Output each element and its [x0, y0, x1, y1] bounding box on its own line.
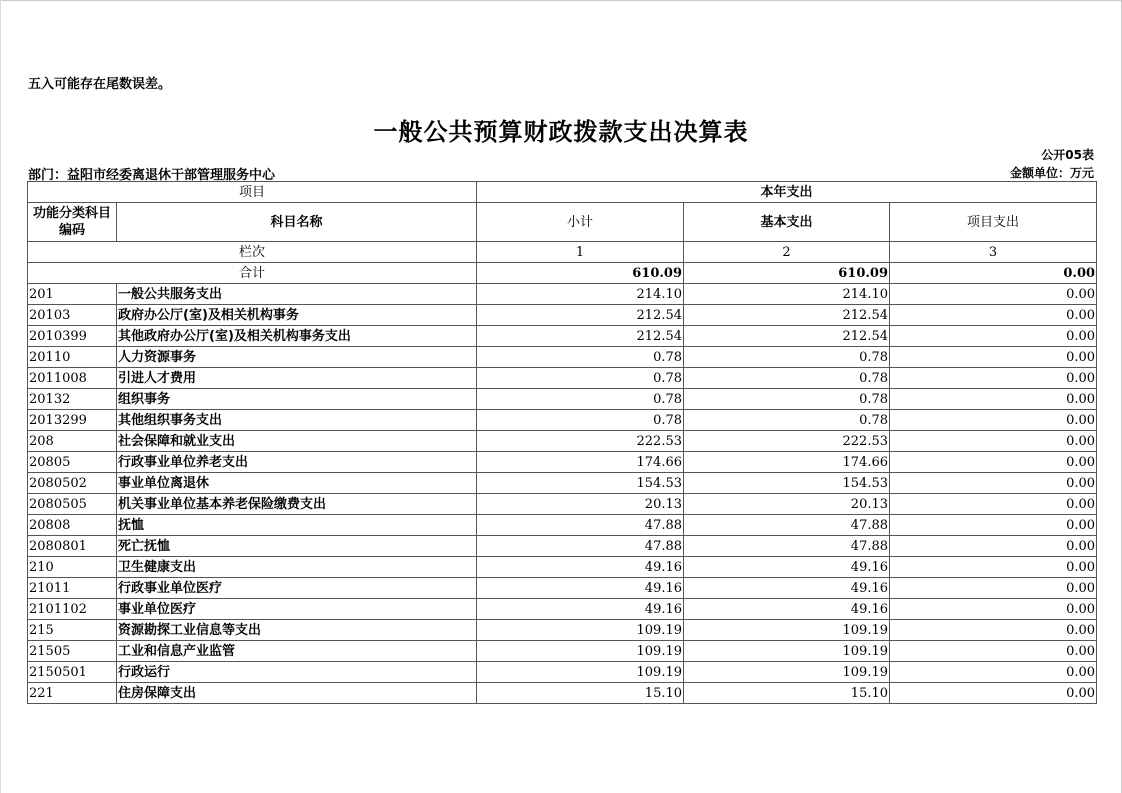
row-basic: 49.16 — [684, 599, 890, 620]
row-project: 0.00 — [890, 326, 1097, 347]
row-project: 0.00 — [890, 536, 1097, 557]
row-name: 事业单位医疗 — [117, 599, 477, 620]
table-row — [28, 284, 1097, 305]
table-row — [28, 473, 1097, 494]
row-subtotal: 212.54 — [477, 305, 684, 326]
row-subtotal: 109.19 — [477, 662, 684, 683]
row-code: 2011008 — [28, 368, 117, 389]
row-subtotal: 20.13 — [477, 494, 684, 515]
table-row — [28, 683, 1097, 704]
table-row — [28, 620, 1097, 641]
row-code: 215 — [28, 620, 117, 641]
row-subtotal: 214.10 — [477, 284, 684, 305]
table-row — [28, 494, 1097, 515]
row-project: 0.00 — [890, 578, 1097, 599]
row-name: 人力资源事务 — [117, 347, 477, 368]
row-code: 2013299 — [28, 410, 117, 431]
row-project: 0.00 — [890, 599, 1097, 620]
row-project: 0.00 — [890, 515, 1097, 536]
row-project: 0.00 — [890, 494, 1097, 515]
row-code: 20808 — [28, 515, 117, 536]
row-basic: 47.88 — [684, 515, 890, 536]
table-row — [28, 347, 1097, 368]
row-name: 社会保障和就业支出 — [117, 431, 477, 452]
row-subtotal: 0.78 — [477, 410, 684, 431]
row-basic: 47.88 — [684, 536, 890, 557]
header-col-1: 1 — [477, 242, 684, 263]
total-project: 0.00 — [890, 263, 1097, 284]
form-number: 公开05表 — [1041, 148, 1094, 162]
row-name: 引进人才费用 — [117, 368, 477, 389]
row-code: 221 — [28, 683, 117, 704]
unit-label: 金额单位：万元 — [1009, 166, 1094, 180]
row-name: 卫生健康支出 — [117, 557, 477, 578]
row-subtotal: 212.54 — [477, 326, 684, 347]
total-basic: 610.09 — [684, 263, 890, 284]
table-row — [28, 662, 1097, 683]
row-basic: 0.78 — [684, 347, 890, 368]
row-code: 20110 — [28, 347, 117, 368]
row-name: 政府办公厅(室)及相关机构事务 — [117, 305, 477, 326]
row-subtotal: 15.10 — [477, 683, 684, 704]
table-row — [28, 389, 1097, 410]
row-subtotal: 49.16 — [477, 578, 684, 599]
row-subtotal: 49.16 — [477, 599, 684, 620]
row-code: 201 — [28, 284, 117, 305]
row-subtotal: 174.66 — [477, 452, 684, 473]
row-project: 0.00 — [890, 305, 1097, 326]
row-name: 行政运行 — [117, 662, 477, 683]
row-subtotal: 0.78 — [477, 347, 684, 368]
header-row-3 — [28, 242, 1097, 263]
row-basic: 109.19 — [684, 641, 890, 662]
header-project: 项目支出 — [890, 203, 1097, 242]
table-row — [28, 410, 1097, 431]
row-subtotal: 154.53 — [477, 473, 684, 494]
row-basic: 222.53 — [684, 431, 890, 452]
expenditure-table — [27, 181, 1097, 704]
total-subtotal: 610.09 — [477, 263, 684, 284]
row-code: 20103 — [28, 305, 117, 326]
table-row — [28, 452, 1097, 473]
row-project: 0.00 — [890, 662, 1097, 683]
rounding-note: 五入可能存在尾数误差。 — [28, 77, 172, 92]
row-project: 0.00 — [890, 557, 1097, 578]
row-project: 0.00 — [890, 452, 1097, 473]
row-basic: 0.78 — [684, 389, 890, 410]
header-code: 功能分类科目编码 — [28, 203, 117, 242]
table-row — [28, 641, 1097, 662]
row-name: 其他组织事务支出 — [117, 410, 477, 431]
row-subtotal: 109.19 — [477, 641, 684, 662]
row-code: 210 — [28, 557, 117, 578]
header-col-3: 3 — [890, 242, 1097, 263]
row-name: 机关事业单位基本养老保险缴费支出 — [117, 494, 477, 515]
row-project: 0.00 — [890, 473, 1097, 494]
row-basic: 109.19 — [684, 662, 890, 683]
department-label: 部门：益阳市经委离退休干部管理服务中心 — [28, 168, 276, 183]
row-code: 2080801 — [28, 536, 117, 557]
table-row — [28, 557, 1097, 578]
row-code: 2150501 — [28, 662, 117, 683]
row-name: 住房保障支出 — [117, 683, 477, 704]
row-subtotal: 109.19 — [477, 620, 684, 641]
header-row-1 — [28, 182, 1097, 203]
total-row — [28, 263, 1097, 284]
row-name: 组织事务 — [117, 389, 477, 410]
row-name: 一般公共服务支出 — [117, 284, 477, 305]
row-basic: 20.13 — [684, 494, 890, 515]
row-subtotal: 49.16 — [477, 557, 684, 578]
row-code: 21011 — [28, 578, 117, 599]
row-project: 0.00 — [890, 284, 1097, 305]
page-title: 一般公共预算财政拨款支出决算表 — [373, 118, 749, 146]
row-project: 0.00 — [890, 683, 1097, 704]
table-row — [28, 515, 1097, 536]
row-basic: 212.54 — [684, 326, 890, 347]
row-name: 抚恤 — [117, 515, 477, 536]
header-col-2: 2 — [684, 242, 890, 263]
row-project: 0.00 — [890, 641, 1097, 662]
page-border-top — [0, 0, 1122, 1]
table-row — [28, 305, 1097, 326]
row-subtotal: 0.78 — [477, 389, 684, 410]
row-project: 0.00 — [890, 347, 1097, 368]
row-basic: 154.53 — [684, 473, 890, 494]
row-basic: 49.16 — [684, 578, 890, 599]
row-basic: 0.78 — [684, 368, 890, 389]
row-code: 20132 — [28, 389, 117, 410]
header-current-year: 本年支出 — [477, 182, 1097, 203]
row-name: 行政事业单位医疗 — [117, 578, 477, 599]
row-name: 工业和信息产业监管 — [117, 641, 477, 662]
row-subtotal: 47.88 — [477, 515, 684, 536]
row-subtotal: 47.88 — [477, 536, 684, 557]
row-name: 死亡抚恤 — [117, 536, 477, 557]
table-row — [28, 431, 1097, 452]
row-name: 事业单位离退休 — [117, 473, 477, 494]
row-code: 20805 — [28, 452, 117, 473]
row-basic: 49.16 — [684, 557, 890, 578]
header-basic: 基本支出 — [684, 203, 890, 242]
row-project: 0.00 — [890, 620, 1097, 641]
header-item: 项目 — [28, 182, 477, 203]
table-row — [28, 599, 1097, 620]
header-row-2 — [28, 203, 1097, 242]
row-code: 2080502 — [28, 473, 117, 494]
table-row — [28, 368, 1097, 389]
row-code: 21505 — [28, 641, 117, 662]
total-label: 合计 — [28, 263, 477, 284]
row-project: 0.00 — [890, 368, 1097, 389]
row-code: 2010399 — [28, 326, 117, 347]
table-row — [28, 578, 1097, 599]
row-subtotal: 222.53 — [477, 431, 684, 452]
row-basic: 109.19 — [684, 620, 890, 641]
row-subtotal: 0.78 — [477, 368, 684, 389]
row-name: 其他政府办公厅(室)及相关机构事务支出 — [117, 326, 477, 347]
row-name: 行政事业单位养老支出 — [117, 452, 477, 473]
row-basic: 15.10 — [684, 683, 890, 704]
table-row — [28, 536, 1097, 557]
row-basic: 214.10 — [684, 284, 890, 305]
row-basic: 0.78 — [684, 410, 890, 431]
row-code: 2080505 — [28, 494, 117, 515]
row-code: 208 — [28, 431, 117, 452]
header-name: 科目名称 — [117, 203, 477, 242]
table-row — [28, 326, 1097, 347]
row-code: 2101102 — [28, 599, 117, 620]
row-project: 0.00 — [890, 431, 1097, 452]
row-project: 0.00 — [890, 410, 1097, 431]
row-basic: 212.54 — [684, 305, 890, 326]
row-name: 资源勘探工业信息等支出 — [117, 620, 477, 641]
row-project: 0.00 — [890, 389, 1097, 410]
header-subtotal: 小计 — [477, 203, 684, 242]
header-row-no: 栏次 — [28, 242, 477, 263]
row-basic: 174.66 — [684, 452, 890, 473]
